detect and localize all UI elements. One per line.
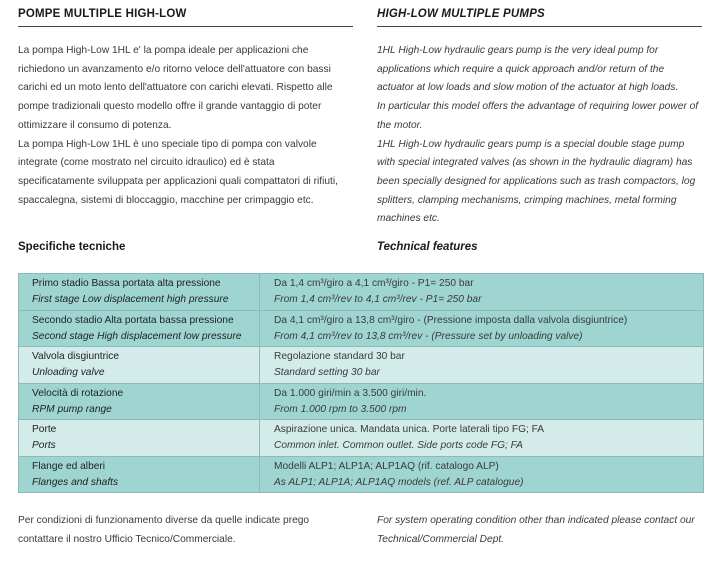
english-paragraph: In particular this model offers the advantage of requiring lower power of the motor. bbox=[377, 101, 699, 131]
feature-label-en: Unloading valve bbox=[32, 367, 105, 378]
feature-value-en: Common inlet. Common outlet. Side ports code FG; FA bbox=[274, 440, 523, 451]
table-row bbox=[19, 310, 703, 347]
feature-value-it: Regolazione standard 30 bar bbox=[274, 351, 405, 362]
feature-label bbox=[19, 311, 260, 347]
table-row bbox=[19, 346, 703, 383]
feature-label-it: Velocità di rotazione bbox=[32, 387, 124, 399]
english-title: HIGH-LOW MULTIPLE PUMPS bbox=[377, 8, 545, 20]
italian-title-rule bbox=[18, 26, 353, 27]
feature-value-it: Aspirazione unica. Mandata unica. Porte laterali tipo FG; FA bbox=[274, 424, 545, 435]
feature-label-it: Flange ed alberi bbox=[32, 460, 106, 472]
feature-label-en: Ports bbox=[32, 440, 56, 451]
english-specs-heading: Technical features bbox=[377, 241, 478, 253]
feature-value-en: As ALP1; ALP1A; ALP1AQ models (ref. ALP catalogue) bbox=[274, 476, 524, 488]
english-paragraph: 1HL High-Low hydraulic gears pump is the very ideal pump for applications which require a quick approach and/or return of the actuator at low loads and slow motion of the actuator at high loads. bbox=[377, 45, 679, 94]
italian-contact-note: Per condizioni di funzionamento diverse da quelle indicate prego contattare il nostro Ufficio Tecnico/Commerciale. bbox=[18, 515, 310, 545]
feature-label bbox=[19, 420, 260, 456]
feature-label-en: Second stage High displacement low pressure bbox=[32, 330, 242, 342]
feature-value bbox=[260, 347, 703, 383]
feature-value bbox=[260, 420, 703, 456]
feature-value-en: From 4,1 cm³/rev to 13,8 cm³/rev - (Pressure set by unloading valve) bbox=[274, 330, 583, 342]
feature-value-it: Da 1.000 giri/min a 3.500 giri/min. bbox=[274, 387, 427, 399]
table-row bbox=[19, 419, 703, 456]
italian-specs-heading: Specifiche tecniche bbox=[18, 241, 126, 253]
feature-label-en: Flanges and shafts bbox=[32, 476, 119, 488]
feature-label-en: RPM pump range bbox=[32, 403, 112, 415]
table-row bbox=[19, 456, 703, 493]
feature-value bbox=[260, 274, 703, 310]
english-description bbox=[377, 42, 702, 229]
feature-value-en: From 1.000 rpm to 3.500 rpm bbox=[274, 403, 407, 415]
italian-paragraph: La pompa High-Low 1HL è uno speciale tipo di pompa con valvole integrate (come mostrato nel circuito idraulico) ed è stata specificatamente sviluppata per applicazioni quali compattatori di rifiuti, spaccalegna, sistemi di bloccaggio, macchine per crimpaggio etc. bbox=[18, 138, 338, 206]
italian-description bbox=[18, 42, 353, 210]
italian-paragraph: La pompa High-Low 1HL e' la pompa ideale per applicazioni che richiedono un avanzamento e/o ritorno veloce dell'attuatore con bassi carichi ed un moto lento dell'attuatore con carichi elevati. Rispetto alle pompe tradizionali questo modello offre il grande vantaggio di poter ottimizzare il consumo di potenza. bbox=[18, 45, 333, 131]
specifications-table bbox=[18, 273, 704, 493]
feature-label-it: Primo stadio Bassa portata alta pressione bbox=[32, 278, 221, 289]
feature-label-it: Porte bbox=[32, 424, 57, 435]
feature-label bbox=[19, 457, 260, 493]
feature-value-it: Modelli ALP1; ALP1A; ALP1AQ (rif. catalogo ALP) bbox=[274, 460, 499, 472]
table-row bbox=[19, 274, 703, 310]
feature-value bbox=[260, 384, 703, 420]
feature-label-it: Valvola disgiuntrice bbox=[32, 351, 120, 362]
english-title-rule bbox=[377, 26, 702, 27]
feature-label-en: First stage Low displacement high pressure bbox=[32, 294, 229, 305]
english-paragraph: 1HL High-Low hydraulic gears pump is a special double stage pump with special integrated valves (as shown in the hydraulic diagram) has been specially designed for applications such as trash compactors, log splitters, clamping mechanisms, crimping machines, metal forming machines etc. bbox=[377, 138, 696, 225]
table-row bbox=[19, 383, 703, 420]
feature-value-en: From 1,4 cm³/rev to 4,1 cm³/rev - P1= 250 bar bbox=[274, 294, 482, 305]
feature-value-en: Standard setting 30 bar bbox=[274, 367, 380, 378]
feature-label bbox=[19, 274, 260, 310]
feature-value bbox=[260, 457, 703, 493]
italian-title: POMPE MULTIPLE HIGH-LOW bbox=[18, 8, 187, 20]
english-contact-note: For system operating condition other than indicated please contact our Technical/Commercial Dept. bbox=[377, 515, 695, 545]
feature-label-it: Secondo stadio Alta portata bassa pressione bbox=[32, 314, 234, 326]
feature-value-it: Da 1,4 cm³/giro a 4,1 cm³/giro - P1= 250 bar bbox=[274, 278, 474, 289]
feature-label bbox=[19, 384, 260, 420]
feature-value-it: Da 4,1 cm³/giro a 13,8 cm³/giro - (Pressione imposta dalla valvola disgiuntrice) bbox=[274, 314, 628, 326]
feature-label bbox=[19, 347, 260, 383]
feature-value bbox=[260, 311, 703, 347]
